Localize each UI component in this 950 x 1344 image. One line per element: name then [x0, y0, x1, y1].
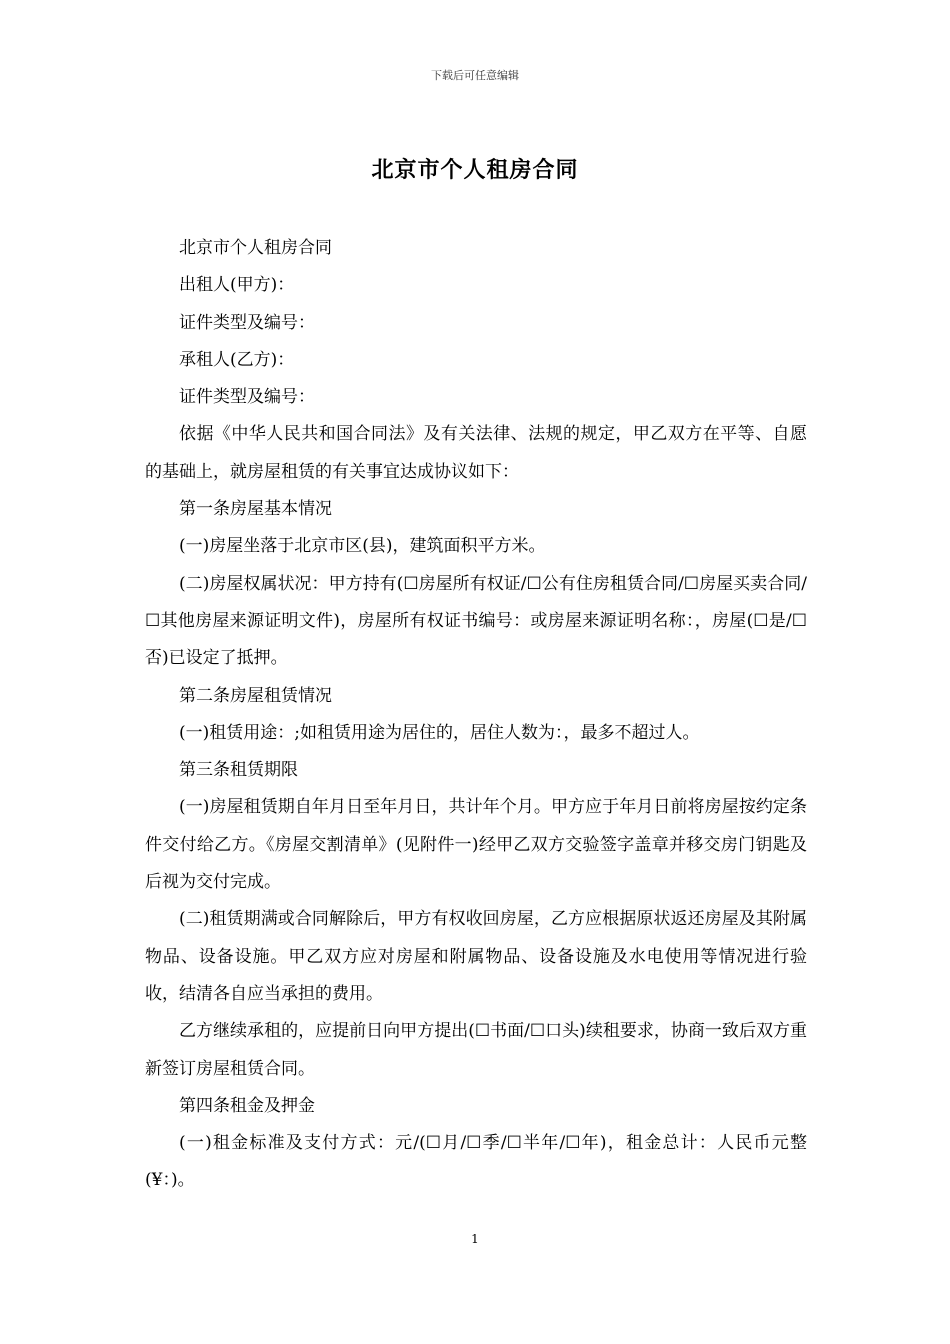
paragraph-preamble: 依据《中华人民共和国合同法》及有关法律、法规的规定，甲乙双方在平等、自愿的基础上，就房屋租赁的有关事宜达成协议如下： — [145, 424, 807, 482]
heading-article-3: 第三条租赁期限 — [179, 760, 298, 781]
paragraph-article-3-item-1: (一)房屋租赁期自年月日至年月日，共计年个月。甲方应于年月日前将房屋按约定条件交付给乙方。《房屋交割清单》(见附件一)经甲乙双方交验签字盖章并移交房门钥匙及后视为交付完成。 — [145, 797, 807, 893]
document-body — [145, 230, 807, 1200]
page-number: 1 — [471, 1232, 479, 1246]
document-title: 北京市个人租房合同 — [371, 157, 579, 183]
paragraph-lessee-id: 证件类型及编号： — [179, 387, 315, 408]
heading-article-2: 第二条房屋租赁情况 — [179, 685, 332, 706]
paragraph-article-1-item-1: (一)房屋坐落于北京市区(县)，建筑面积平方米。 — [179, 536, 546, 557]
heading-article-1: 第一条房屋基本情况 — [179, 499, 332, 520]
paragraph-article-2-item-1: (一)租赁用途：;如租赁用途为居住的，居住人数为：，最多不超过人。 — [179, 722, 700, 743]
paragraph-lessor: 出租人(甲方)： — [179, 275, 295, 296]
paragraph-contract-name: 北京市个人租房合同 — [179, 238, 332, 258]
paragraph-article-1-item-2: (二)房屋权属状况：甲方持有(☐房屋所有权证/☐公有住房租赁合同/☐房屋买卖合同/☐其他房屋来源证明文件)，房屋所有权证书编号：或房屋来源证明名称：，房屋(☐是/☐否)已设定了抵押。 — [145, 573, 807, 669]
paragraph-article-4-item-1: (一)租金标准及支付方式：元/(☐月/☐季/☐半年/☐年)，租金总计：人民币元整(¥：)。 — [145, 1133, 807, 1191]
heading-article-4: 第四条租金及押金 — [179, 1095, 315, 1116]
paragraph-lessee: 承租人(乙方)： — [179, 349, 295, 370]
paragraph-article-3-renewal: 乙方继续承租的，应提前日向甲方提出(☐书面/☐口头)续租要求，协商一致后双方重新签订房屋租赁合同。 — [145, 1021, 807, 1079]
paragraph-lessor-id: 证件类型及编号： — [179, 312, 315, 333]
page-header-note: 下载后可任意编辑 — [431, 69, 519, 82]
paragraph-article-3-item-2: (二)租赁期满或合同解除后，甲方有权收回房屋，乙方应根据原状返还房屋及其附属物品、设备设施。甲乙双方应对房屋和附属物品、设备设施及水电使用等情况进行验收，结清各自应当承担的费用。 — [145, 909, 807, 1004]
